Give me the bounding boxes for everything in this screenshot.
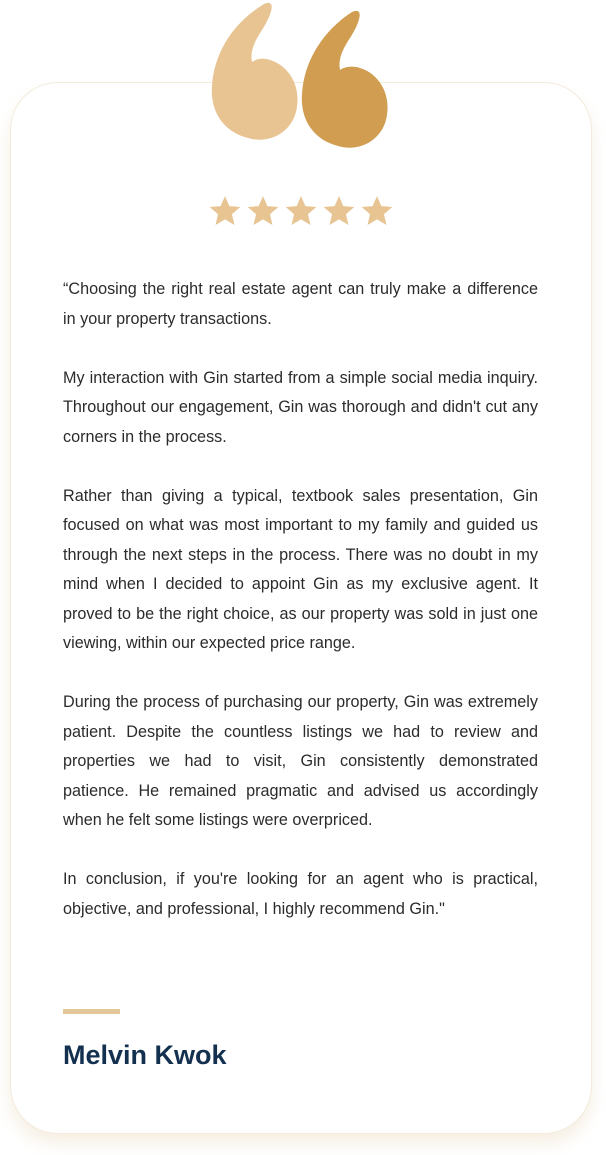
star-icon (208, 194, 242, 228)
star-icon (284, 194, 318, 228)
testimonial-paragraph: “Choosing the right real estate agent can truly make a difference in your property transactions. (63, 280, 538, 328)
testimonial-paragraph: My interaction with Gin started from a simple social media inquiry. Throughout our engagement, Gin was thorough and didn't cut any corners in the process. (63, 368, 538, 446)
star-icon (246, 194, 280, 228)
author-name: Melvin Kwok (63, 1040, 227, 1070)
testimonial-body (63, 275, 538, 924)
quote-mark-right (302, 11, 388, 148)
testimonial-paragraph: Rather than giving a typical, textbook sales presentation, Gin focused on what was most important to my family and guided us through the next steps in the process. There was no doubt in my mind when I decided to appoint Gin as my exclusive agent. It proved to be the right choice, as our property was sold in just one viewing, within our expected price range. (63, 486, 538, 652)
testimonial-paragraph: In conclusion, if you're looking for an agent who is practical, objective, and professional, I highly recommend Gin." (63, 870, 538, 918)
star-rating (208, 194, 394, 230)
quote-mark-left (212, 3, 298, 140)
star-icon (360, 194, 394, 228)
quote-icon (206, 0, 396, 158)
testimonial-paragraph: During the process of purchasing our property, Gin was extremely patient. Despite the countless listings we had to review and properties we had to visit, Gin consistently demonstrated patience. He remained pragmatic and advised us accordingly when he felt some listings were overpriced. (63, 693, 538, 829)
star-icon (322, 194, 356, 228)
author-divider (63, 1009, 120, 1014)
